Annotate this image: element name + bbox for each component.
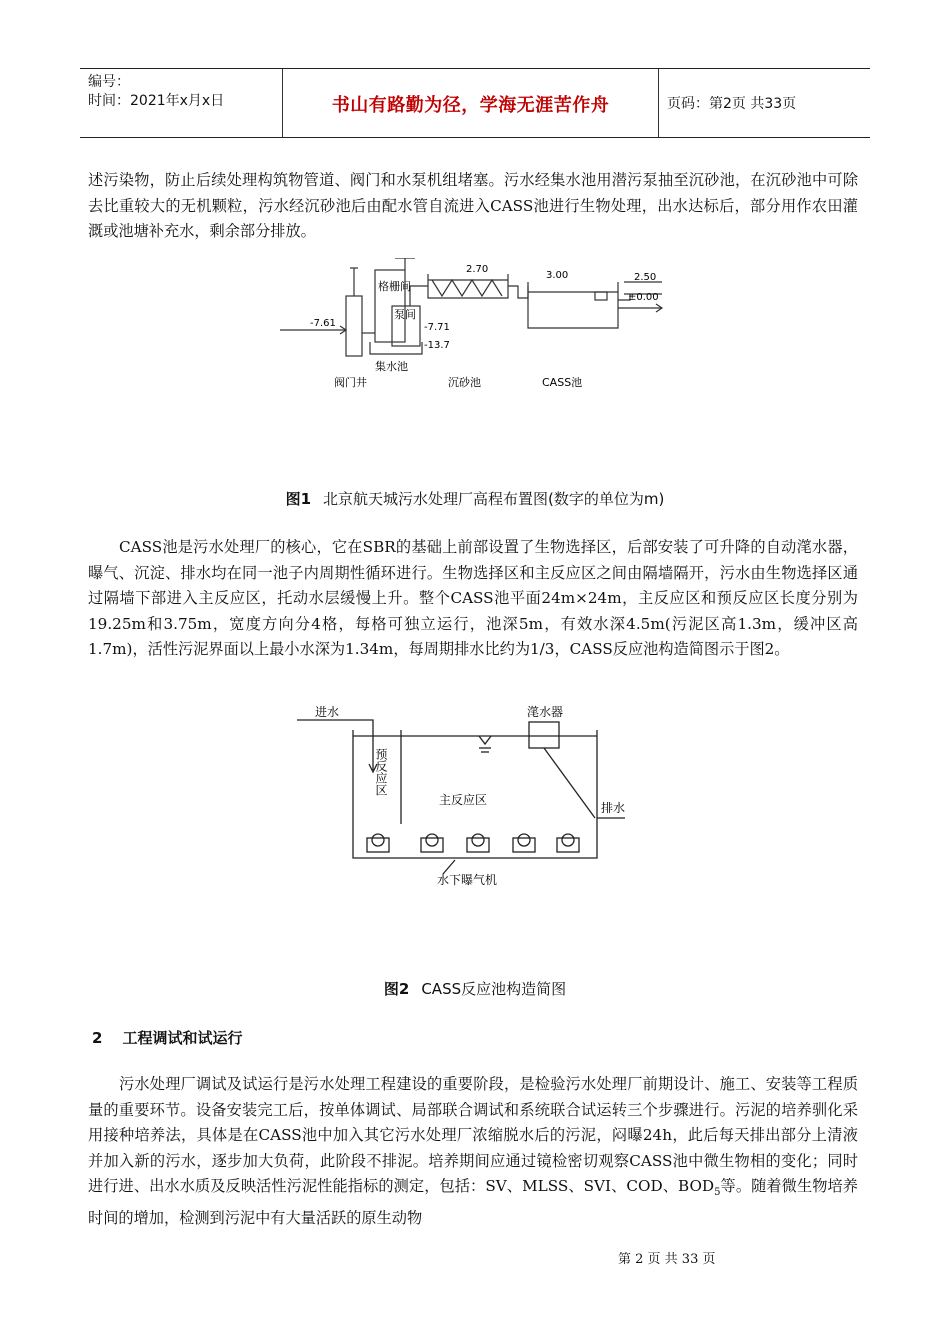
fig2-label-inlet: 进水	[315, 705, 340, 719]
section-title: 工程调试和试运行	[122, 1029, 243, 1047]
figure-2-diagram	[295, 700, 655, 890]
paragraph-3-part-b: 等。随着微生物培养时间的增加，检测到污泥中有大量活跃的原生动物	[88, 1177, 858, 1227]
fig1-elev-3: 2.50	[634, 272, 657, 283]
fig1-label-valve-well: 阀门井	[334, 376, 367, 389]
fig2-label-aerator: 水下曝气机	[437, 873, 498, 887]
paragraph-1: 述污染物，防止后续处理构筑物管道、阀门和水泵机组堵塞。污水经集水池用潜污泵抽至沉砂池，在沉砂池中可除去比重较大的无机颗粒，污水经沉砂池后由配水管自流进入CASS池进行生物处理，出水达标后，部分用作农田灌溉或池塘补充水，剩余部分排放。	[88, 171, 858, 241]
figure-2-caption	[0, 978, 950, 999]
fig1-elev-2: 3.00	[546, 270, 569, 281]
figure-2-caption-text: CASS反应池构造简图	[421, 980, 567, 998]
fig2-label-main: 主反应区	[439, 793, 488, 807]
number-label: 编号：	[88, 74, 130, 90]
figure-1-caption	[0, 488, 950, 509]
motto: 书山有路勤为径，学海无涯苦作舟	[331, 95, 610, 116]
fig1-label-collect: 集水池	[375, 360, 408, 373]
paragraph-3	[88, 1072, 858, 1232]
fig1-label-grid: 格栅间	[378, 280, 411, 293]
fig1-elev-4: ±0.00	[628, 292, 659, 303]
fig1-elev-6: -7.71	[424, 322, 450, 333]
fig1-elev-5: -7.61	[310, 318, 336, 329]
section-number: 2	[92, 1029, 103, 1047]
fig2-label-drain: 排水	[601, 801, 626, 815]
fig1-label-pump: 泵间	[394, 308, 416, 321]
fig1-label-grit: 沉砂池	[448, 376, 481, 389]
header-page-cell	[659, 69, 870, 137]
fig1-elev-1: 2.70	[466, 264, 489, 275]
header-meta	[80, 69, 283, 137]
figure-1-diagram	[270, 258, 670, 398]
fig2-label-decanter: 滗水器	[527, 705, 564, 719]
paragraph-2: CASS池是污水处理厂的核心，它在SBR的基础上前部设置了生物选择区，后部安装了可升降的自动滗水器，曝气、沉淀、排水均在同一池子内周期性循环进行。生物选择区和主反应区之间由隔墙隔开，污水由生物选择区通过隔墙下部进入主反应区，托动水层缓慢上升。整个CASS池平面24m×24m，主反应区和预反应区长度分别为19.25m和3.75m，宽度方向分4格，每格可独立运行，池深5m，有效水深4.5m(污泥区高1.3m，缓冲区高1.7m)，活性污泥界面以上最小水深为1.34m，每周期排水比约为1/3，CASS反应池构造简图示于图2。	[88, 538, 858, 659]
page-footer: 第 2 页 共 33 页	[618, 1252, 716, 1267]
fig1-label-cass: CASS池	[542, 376, 583, 389]
page-info: 页码：第2页 共33页	[667, 96, 797, 112]
time-label: 时间：2021年x月x日	[88, 93, 225, 109]
figure-1-caption-text: 北京航天城污水处理厂高程布置图(数字的单位为m)	[323, 490, 665, 508]
paragraph-3-subscript: 5	[714, 1187, 721, 1199]
fig2-label-pre: 预反应区	[374, 748, 388, 796]
figure-1-label: 图1	[285, 490, 312, 508]
section-heading	[92, 1027, 262, 1048]
header-motto-cell	[283, 69, 659, 137]
figure-2-label: 图2	[383, 980, 410, 998]
fig1-elev-7: -13.7	[424, 340, 450, 351]
document-header	[80, 68, 870, 138]
paragraph-3-part-a: 污水处理厂调试及试运行是污水处理工程建设的重要阶段，是检验污水处理厂前期设计、施工、安装等工程质量的重要环节。设备安装完工后，按单体调试、局部联合调试和系统联合试运转三个步骤进行。污泥的培养驯化采用接种培养法，具体是在CASS池中加入其它污水处理厂浓缩脱水后的污泥，闷曝24h，此后每天排出部分上清液并加入新的污水，逐步加大负荷，此阶段不排泥。培养期间应通过镜检密切观察CASS池中微生物相的变化；同时进行进、出水水质及反映活性污泥性能指标的测定，包括：SV、MLSS、SVI、COD、BOD	[88, 1075, 858, 1196]
